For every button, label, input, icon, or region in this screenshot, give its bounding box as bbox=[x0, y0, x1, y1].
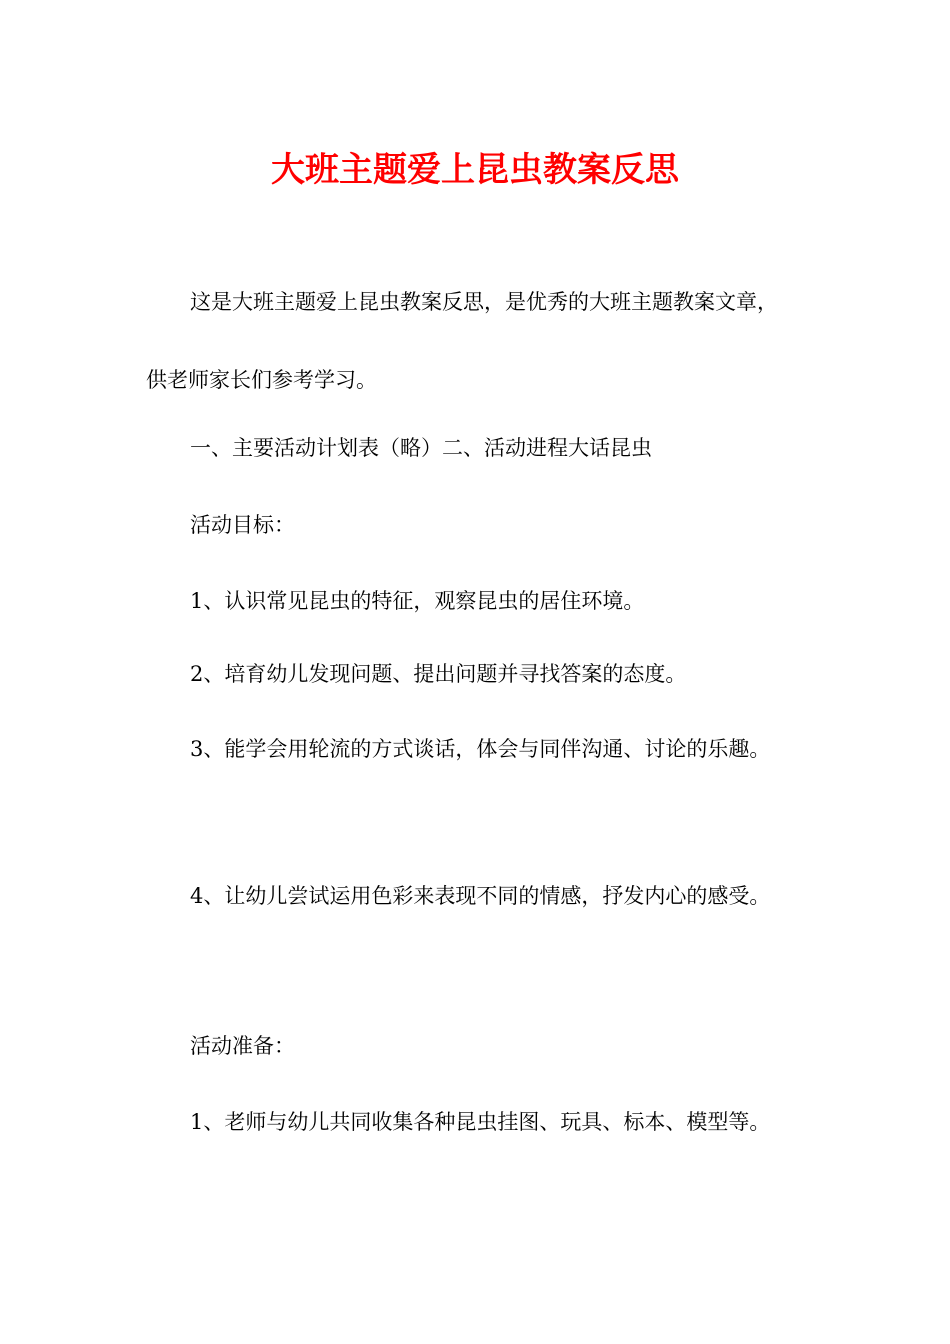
document-title: 大班主题爱上昆虫教案反思 bbox=[271, 150, 679, 190]
paragraph-goal-1: 1、认识常见昆虫的特征，观察昆虫的居住环境。 bbox=[190, 589, 645, 613]
paragraph-intro-line-1: 这是大班主题爱上昆虫教案反思，是优秀的大班主题教案文章， bbox=[190, 290, 778, 314]
paragraph-preparation-heading: 活动准备： bbox=[190, 1034, 295, 1058]
paragraph-goals-heading: 活动目标： bbox=[190, 513, 295, 537]
paragraph-section-heading: 一、主要活动计划表（略）二、活动进程大话昆虫 bbox=[190, 436, 652, 460]
paragraph-intro-line-2: 供老师家长们参考学习。 bbox=[146, 368, 377, 392]
paragraph-preparation-1: 1、老师与幼儿共同收集各种昆虫挂图、玩具、标本、模型等。 bbox=[190, 1110, 771, 1134]
paragraph-goal-4: 4、让幼儿尝试运用色彩来表现不同的情感，抒发内心的感受。 bbox=[190, 884, 771, 908]
paragraph-goal-3: 3、能学会用轮流的方式谈话，体会与同伴沟通、讨论的乐趣。 bbox=[190, 737, 771, 761]
paragraph-goal-2: 2、培育幼儿发现问题、提出问题并寻找答案的态度。 bbox=[190, 662, 687, 686]
